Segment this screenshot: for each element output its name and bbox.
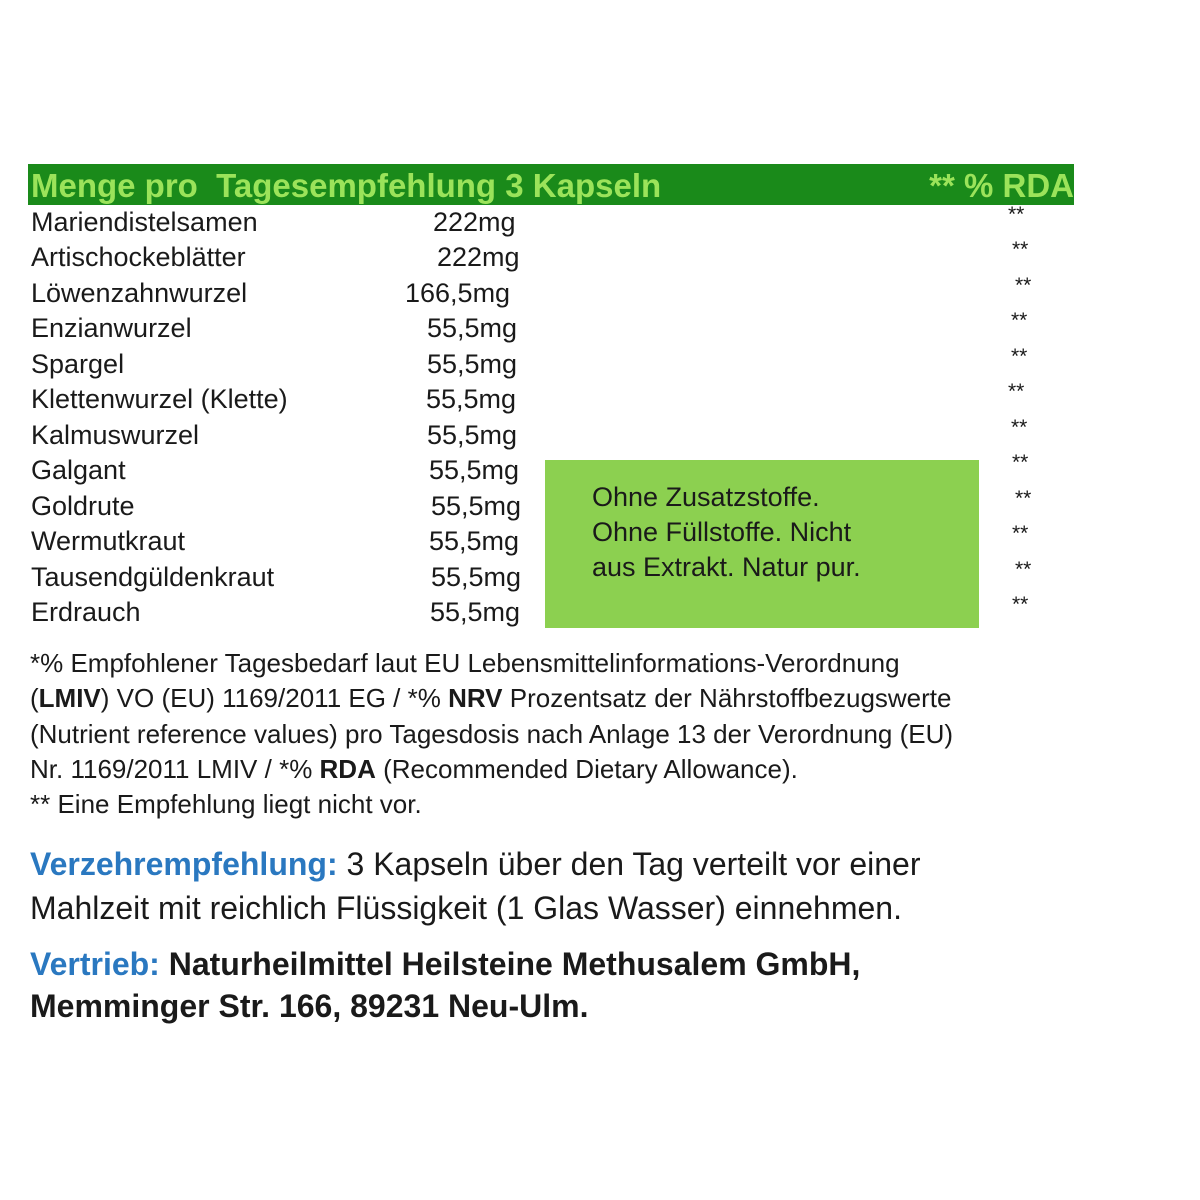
ingredient-rda: ** xyxy=(1008,203,1025,226)
ingredient-amount: 55,5mg xyxy=(427,313,518,343)
recommendation-line-2: Mahlzeit mit reichlich Flüssigkeit (1 Glas Wasser) einnehmen. xyxy=(30,890,902,926)
ingredient-amount: 55,5mg xyxy=(426,384,517,414)
footnote-text: ( xyxy=(30,683,39,713)
distribution-label: Vertrieb: xyxy=(30,946,160,982)
footnote-line-4 xyxy=(30,754,798,785)
recommendation-label: Verzehrempfehlung: xyxy=(30,846,338,882)
ingredient-name: Tausendgüldenkraut xyxy=(31,562,275,592)
ingredient-rda: ** xyxy=(1012,451,1029,474)
ingredient-rda: ** xyxy=(1015,487,1032,510)
footnote-text: Prozentsatz der Nährstoffbezugswerte xyxy=(502,683,952,713)
footnote-rda: RDA xyxy=(319,754,376,784)
ingredient-rda: ** xyxy=(1011,416,1028,439)
ingredient-name: Löwenzahnwurzel xyxy=(31,278,248,308)
ingredient-amount: 55,5mg xyxy=(427,420,518,450)
table-header xyxy=(28,164,1074,205)
ingredient-amount: 222mg xyxy=(433,207,516,237)
ingredient-row xyxy=(0,309,1200,349)
callout-line: Ohne Füllstoffe. Nicht xyxy=(592,517,852,547)
ingredient-rda: ** xyxy=(1012,593,1029,616)
ingredient-amount: 55,5mg xyxy=(430,597,521,627)
footnote-lmiv: LMIV xyxy=(38,683,101,713)
distribution-text: Naturheilmittel Heilsteine Methusalem GmbH, xyxy=(159,946,861,982)
ingredient-amount: 55,5mg xyxy=(427,349,518,379)
ingredient-name: Mariendistelsamen xyxy=(31,207,258,237)
callout-line: aus Extrakt. Natur pur. xyxy=(592,552,861,582)
callout-box xyxy=(545,460,979,628)
ingredient-name: Enzianwurzel xyxy=(31,313,192,343)
ingredient-rda: ** xyxy=(1012,238,1029,261)
ingredient-name: Artischockeblätter xyxy=(31,242,246,272)
footnote-line-3: (Nutrient reference values) pro Tagesdosis nach Anlage 13 der Verordnung (EU) xyxy=(30,719,954,749)
distribution-line-1 xyxy=(30,946,860,983)
footnote-text: ) VO (EU) 1169/2011 EG / *% xyxy=(100,683,449,713)
ingredient-amount: 55,5mg xyxy=(429,526,520,556)
ingredient-amount: 55,5mg xyxy=(431,491,522,521)
footnote-nrv: NRV xyxy=(448,683,503,713)
ingredient-name: Spargel xyxy=(31,349,125,379)
ingredient-rda: ** xyxy=(1015,274,1032,297)
ingredient-name: Wermutkraut xyxy=(31,526,186,556)
ingredient-rda: ** xyxy=(1008,380,1025,403)
ingredient-name: Galgant xyxy=(31,455,126,485)
ingredient-row xyxy=(0,238,1200,278)
ingredient-name: Erdrauch xyxy=(31,597,141,627)
ingredient-name: Kalmuswurzel xyxy=(31,420,200,450)
recommendation-text: 3 Kapseln über den Tag verteilt vor einer xyxy=(337,846,921,882)
ingredient-amount: 55,5mg xyxy=(429,455,520,485)
distribution-line-2: Memminger Str. 166, 89231 Neu-Ulm. xyxy=(30,988,589,1024)
footnote-line-1: *% Empfohlener Tagesbedarf laut EU Lebensmittelinformations-Verordnung xyxy=(30,648,900,678)
footnote-text: (Recommended Dietary Allowance). xyxy=(375,754,798,784)
callout-line: Ohne Zusatzstoffe. xyxy=(592,482,820,512)
ingredient-name: Goldrute xyxy=(31,491,135,521)
footnote-line-5: ** Eine Empfehlung liegt nicht vor. xyxy=(30,789,422,819)
footnote-text: Nr. 1169/2011 LMIV / *% xyxy=(30,754,320,784)
ingredient-amount: 55,5mg xyxy=(431,562,522,592)
ingredient-name: Klettenwurzel (Klette) xyxy=(31,384,288,414)
recommendation-line-1 xyxy=(30,846,920,883)
ingredient-rda: ** xyxy=(1011,345,1028,368)
table-header-title: Menge pro Tagesempfehlung 3 Kapseln xyxy=(31,167,662,204)
table-header-rda: ** % RDA xyxy=(929,167,1074,204)
ingredient-amount: 166,5mg xyxy=(405,278,511,308)
ingredient-rda: ** xyxy=(1012,522,1029,545)
ingredient-rda: ** xyxy=(1015,558,1032,581)
ingredient-amount: 222mg xyxy=(437,242,520,272)
footnote-line-2 xyxy=(30,683,952,714)
ingredient-row xyxy=(0,380,1200,420)
ingredient-rda: ** xyxy=(1011,309,1028,332)
